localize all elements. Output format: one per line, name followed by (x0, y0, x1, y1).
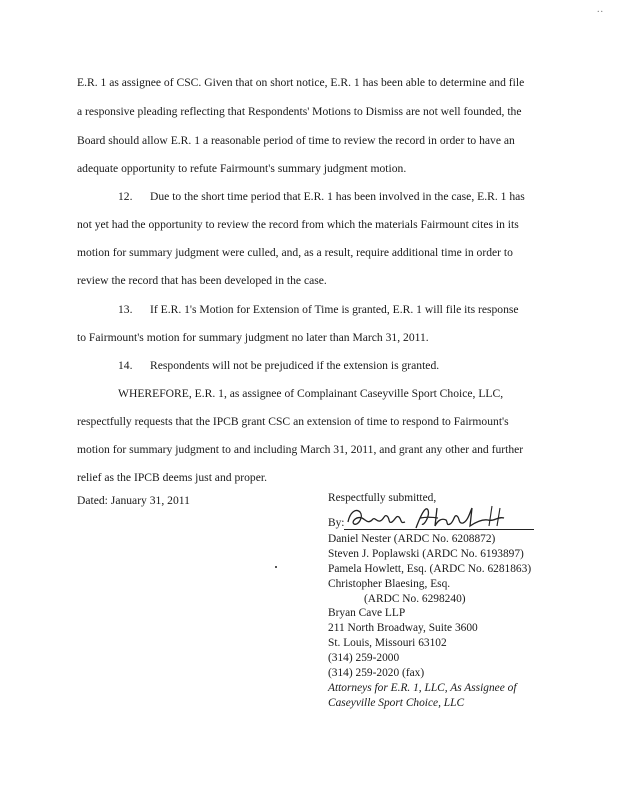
by-label: By: (328, 516, 345, 529)
body-line: motion for summary judgment to and including March 31, 2011, and grant any other and further (77, 443, 524, 456)
dated-line: Dated: January 31, 2011 (77, 494, 190, 507)
paragraph-14-first-line (118, 359, 439, 373)
signer-name: Daniel Nester (ARDC No. 6208872) (328, 532, 496, 545)
firm-phone: (314) 259-2000 (328, 652, 400, 665)
body-line: adequate opportunity to refute Fairmount's summary judgment motion. (77, 162, 407, 175)
body-line: respectfully requests that the IPCB grant CSC an extension of time to respond to Fairmount's (77, 415, 509, 428)
paragraph-12-first-line (118, 190, 525, 204)
paragraph-number: 13. (118, 303, 133, 316)
paragraph-13-first-line (118, 303, 519, 317)
body-line: relief as the IPCB deems just and proper. (77, 471, 267, 484)
stray-mark (275, 566, 277, 568)
firm-address-line1: 211 North Broadway, Suite 3600 (328, 622, 478, 635)
paragraph-number: 12. (118, 190, 133, 203)
signer-name: Christopher Blaesing, Esq. (328, 577, 451, 590)
respectfully-submitted: Respectfully submitted, (328, 492, 437, 504)
paragraph-text: Respondents will not be prejudiced if the extension is granted. (150, 359, 440, 372)
firm-address-line2: St. Louis, Missouri 63102 (328, 637, 447, 650)
body-line: to Fairmount's motion for summary judgment no later than March 31, 2011. (77, 331, 429, 344)
firm-fax: (314) 259-2020 (fax) (328, 667, 425, 680)
body-line: a responsive pleading reflecting that Respondents' Motions to Dismiss are not well founded, the (77, 105, 522, 118)
signature-line (328, 506, 588, 532)
paragraph-text: If E.R. 1's Motion for Extension of Time is granted, E.R. 1 will file its response (150, 303, 519, 316)
attorneys-for-line1: Attorneys for E.R. 1, LLC, As Assignee of (328, 681, 517, 694)
body-line: review the record that has been developed in the case. (77, 274, 327, 287)
body-line: Board should allow E.R. 1 a reasonable period of time to review the record in order to have an (77, 134, 515, 147)
corner-mark: .. (597, 4, 604, 15)
paragraph-text: Due to the short time period that E.R. 1 has been involved in the case, E.R. 1 has (150, 190, 525, 203)
signature-underline (344, 529, 534, 530)
signer-name: Pamela Howlett, Esq. (ARDC No. 6281863) (328, 562, 532, 575)
body-line: motion for summary judgment were culled, and, as a result, require additional time in order to (77, 246, 513, 259)
paragraph-number: 14. (118, 359, 133, 372)
signer-name: Steven J. Poplawski (ARDC No. 6193897) (328, 547, 524, 560)
body-line: not yet had the opportunity to review the record from which the materials Fairmount cites in its (77, 218, 519, 231)
signer-ardc: (ARDC No. 6298240) (364, 592, 466, 605)
wherefore-first-line: WHEREFORE, E.R. 1, as assignee of Complainant Caseyville Sport Choice, LLC, (118, 387, 504, 400)
signature-block (328, 491, 588, 711)
attorneys-for-line2: Caseyville Sport Choice, LLC (328, 696, 465, 709)
body-line: E.R. 1 as assignee of CSC. Given that on short notice, E.R. 1 has been able to determine and file (77, 76, 525, 89)
firm-name: Bryan Cave LLP (328, 607, 406, 620)
